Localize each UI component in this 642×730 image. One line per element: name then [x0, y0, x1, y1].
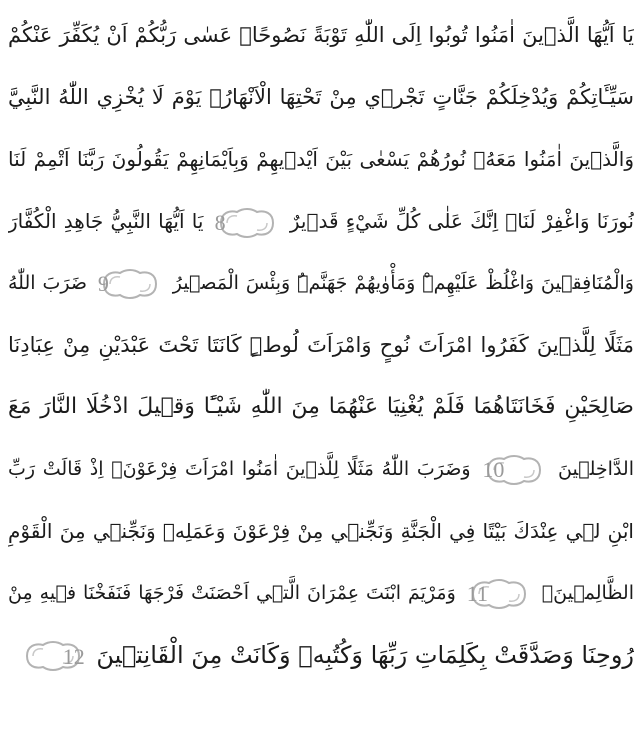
verse-text: وَالَّذٖينَ اٰمَنُوا مَعَهُۚ نُورُهُمْ يَسْعٰى بَيْنَ اَيْدٖيهِمْ وَبِاَيْمَانِهِمْ يَقُولُونَ رَبَّنَا اَتْمِمْ لَنَا — [8, 147, 634, 171]
verse-text: ابْنِ لٖي عِنْدَكَ بَيْتًا فِي الْجَنَّةِ وَنَجِّنٖي مِنْ فِرْعَوْنَ وَعَمَلِهٖ وَنَجِّنٖي مِنَ الْقَوْمِ — [8, 519, 634, 543]
verse-line — [8, 128, 634, 190]
verse-line — [8, 562, 634, 624]
verse-text: وَضَرَبَ اللّٰهُ مَثَلًا لِلَّذٖينَ اٰمَنُوا امْرَاَتَ فِرْعَوْنَۢ اِذْ قَالَتْ رَبِّ — [8, 458, 471, 480]
verse-text: يَا اَيُّهَا النَّبِيُّ جَاهِدِ الْكُفَّارَ — [8, 209, 204, 233]
verse-line — [8, 314, 634, 376]
verse-text: نُورَنَا وَاغْفِرْ لَنَاۚ اِنَّكَ عَلٰى كُلِّ شَيْءٍ قَدٖيرٌ — [289, 209, 634, 233]
verse-line — [8, 376, 634, 438]
verse-line — [8, 190, 634, 252]
ayah-number-marker — [467, 578, 531, 610]
ayah-number: 10 — [482, 456, 505, 482]
verse-text: الدَّاخِلٖينَ — [558, 458, 634, 480]
verse-line — [8, 252, 634, 314]
verse-text: الظَّالِمٖينَۙ — [541, 582, 634, 604]
verse-text: ضَرَبَ اللّٰهُ — [8, 272, 87, 294]
ayah-number-marker — [98, 268, 162, 300]
verse-text: رُوحِنَا وَصَدَّقَتْ بِكَلِمَاتِ رَبِّهَا وَكُتُبِهٖ وَكَانَتْ مِنَ الْقَانِتٖينَ — [96, 641, 634, 669]
verse-text: صَالِحَيْنِ فَخَانَتَاهُمَا فَلَمْ يُغْنِيَا عَنْهُمَا مِنَ اللّٰهِ شَيْـًٔا وَقٖيلَ ادْخُلَا النَّارَ مَعَ — [8, 394, 634, 419]
verse-line — [8, 624, 634, 686]
verse-text: يَا اَيُّهَا الَّذٖينَ اٰمَنُوا تُوبُوا اِلَى اللّٰهِ تَوْبَةً نَصُوحًاۜ عَسٰى رَبُّكُمْ اَنْ يُكَفِّرَ عَنْكُمْ — [8, 23, 634, 47]
ayah-number: 9 — [97, 270, 109, 296]
ayah-number-marker — [215, 207, 279, 239]
ayah-number: 12 — [62, 644, 85, 669]
verse-text: مَثَلًا لِلَّذٖينَ كَفَرُوا امْرَاَتَ نُوحٍ وَامْرَاَتَ لُوطٍۜ كَانَتَا تَحْتَ عَبْدَيْنِ مِنْ عِبَادِنَا — [8, 333, 634, 357]
ayah-number-marker — [482, 454, 546, 486]
verse-line — [8, 438, 634, 500]
ayah-number: 11 — [466, 580, 488, 606]
ayah-number: 8 — [214, 209, 226, 235]
verse-text: وَمَرْيَمَ ابْنَتَ عِمْرَانَ الَّتٖي اَحْصَنَتْ فَرْجَهَا فَنَفَخْنَا فٖيهِ مِنْ — [8, 582, 456, 604]
verse-line — [8, 500, 634, 562]
verse-text: وَالْمُنَافِقٖينَ وَاغْلُظْ عَلَيْهِمْۜ وَمَأْوٰيهُمْ جَهَنَّمُۜ وَبِئْسَ الْمَصٖيرُ — [172, 272, 634, 294]
verse-line — [8, 66, 634, 128]
verse-text: سَيِّـَٔاتِكُمْ وَيُدْخِلَكُمْ جَنَّاتٍ تَجْرٖي مِنْ تَحْتِهَا الْاَنْهَارُۙ يَوْمَ لَا يُخْزِي اللّٰهُ النَّبِيَّ — [8, 85, 634, 109]
verse-line — [8, 4, 634, 66]
ayah-number-marker — [21, 640, 85, 672]
